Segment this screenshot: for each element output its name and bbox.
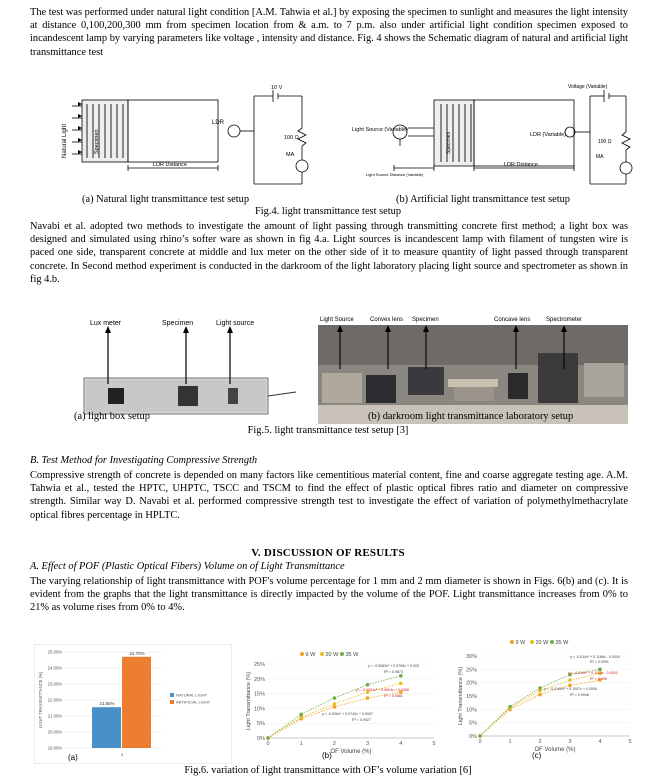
x-tick-label: 5 (432, 741, 436, 747)
section-heading-compressive: B. Test Method for Investigating Compressive Strength (30, 455, 258, 466)
data-point (538, 693, 542, 697)
fig5a-lux-meter-label: Lux meter (90, 320, 122, 327)
fig4a-natural-light-schematic (58, 84, 320, 192)
fig5a-caption: (a) light box setup (74, 411, 150, 422)
data-point (333, 702, 337, 706)
x-tick-label: 3 (366, 741, 370, 747)
x-tick-label: 1 (120, 752, 124, 757)
paragraph-compressive-strength: Compressive strength of concrete is depended on many factors like cementitious material content, fine and coarse aggregate testing age. A.M. Tahwia et al., tested the HPTC, UHPTC, TSCC and TSCM to find the effect of plastic optical fibres ratio and diameter on compressive strength. Similar way D. Navabi et al. performed compressive strength test to investigate the effect of variation of polymethylmethacrylate optical fibres percentage in HPLTC. (30, 470, 628, 521)
x-tick-label: 1 (508, 739, 512, 745)
fig4b-specimen-label: Specimen (446, 131, 452, 154)
legend-marker (300, 652, 304, 656)
data-point (568, 678, 572, 682)
x-axis-label: OF Volume (%) (534, 747, 576, 753)
fig4b-ldr-label: LDR (Variable) (530, 132, 566, 138)
legend-entry: 35 W (555, 640, 569, 646)
trendline-equation: R² = 0.9991 (590, 660, 609, 664)
fig4-caption: Fig.4. light transmittance test setup (254, 206, 402, 217)
fig5b-light-source-label: Light Source (320, 317, 354, 323)
fig5-caption: Fig.5. light transmittance test setup [3] (247, 425, 409, 436)
trendline-equation: y = -0.0145x² + 0.1087x + 0.0006 (544, 687, 598, 691)
y-axis-label: Light Transmittance (%) (246, 671, 252, 731)
bar-artificial-light (122, 657, 151, 748)
subsection-heading-pof-volume: A. Effect of POF (Plastic Optical Fibers) Volume on of Light Transmittance (30, 561, 345, 572)
x-tick-label: 5 (628, 739, 632, 745)
x-tick-label: 1 (299, 741, 303, 747)
y-tick-label: 20.00% (47, 729, 62, 735)
panel-label: (c) (532, 751, 542, 760)
fig5b-spectrometer-label: Spectrometer (546, 317, 583, 323)
x-tick-label: 0 (266, 741, 270, 747)
legend-swatch (170, 693, 174, 697)
legend-entry: 9 W (515, 640, 526, 646)
paragraph-pof-volume: The varying relationship of light transmittance with POF's volume percentage for 1 mm and 2 mm diameter is shown in Figs. 6(b) and (c). It is evident from the graphs that the light transmittance is directly impacted by the volume of the POF. Light transmittance increases from 0% to 21% as volume rises from 0% to 4%. (30, 576, 628, 614)
data-point (478, 734, 482, 738)
data-point (508, 705, 512, 709)
y-tick-label: 15% (465, 694, 477, 700)
legend-marker (550, 640, 554, 644)
y-tick-label: 5% (469, 720, 477, 727)
trendline-equation: R² = 0.9881 (384, 694, 403, 698)
fig4b-light-source-label: Light Source (Variable) (352, 127, 408, 133)
fig4a-voltage-label: 10 V (271, 85, 283, 91)
legend-swatch (170, 700, 174, 704)
fig5b-darkroom-photo (318, 313, 628, 424)
legend-entry: 20 W (325, 652, 339, 658)
paragraph-navabi-methods: Navabi et al. adopted two methods to investigate the amount of light passing through transmitting concrete first method; a light box was designed and simulated using rhino’s softer ware as shown in fig 4.a. Light sources is incandescent lamp with filament of tungsten wire is paced one side, transparent concrete at middle and lux meter on the other side of it to measure quantity of light passed through transparent concrete. In Second method experiment is conducted in the darkroom of the light laboratory placing light source and spectrometer as shown in fig 4.b. (30, 221, 628, 285)
legend-marker (320, 652, 324, 656)
trendline-equation: y = -0.014x² + 0.1115x - 0.0003 (568, 671, 618, 675)
fig5a-light-box-photo (78, 318, 300, 422)
panel-label: (b) (322, 751, 332, 760)
y-tick-label: 23.00% (47, 681, 62, 687)
fig6c-scatter-chart (452, 636, 642, 766)
fig5b-caption: (b) darkroom light transmittance laboratory setup (368, 411, 574, 422)
x-axis-label: OF Volume (%) (330, 749, 372, 755)
paragraph-natural-light-test: The test was performed under natural light condition [A.M. Tahwia et al.] by exposing the specimen to sunlight and measures the light intensity at distance 0,100,200,300 mm from specimen location from & a.m. to 7 p.m. also under artificial light condition specimen exposed to incandescent lamp by varying parameters like voltage , intensity and distance. Fig. 4 shows the Schematic diagram of natural and artificial light transmittance test (30, 7, 628, 58)
y-tick-label: 15% (253, 691, 265, 698)
fig4b-artificial-light-schematic (344, 80, 634, 192)
trendline-equation: y = -0.0063x² + 0.0708x + 0.005 (368, 664, 420, 668)
fig4a-specimen-label: Specimen (94, 129, 100, 154)
bar-data-label: 24.70% (129, 650, 145, 656)
y-tick-label: 21.00% (47, 713, 62, 719)
trendline-equation: y = -0.0051x² + 0.0604x + 0.0058 (356, 688, 410, 692)
data-point (399, 674, 403, 678)
x-tick-label: 0 (478, 739, 482, 745)
y-axis-label: LIGHT TRANSMITTANCE (%) (38, 671, 43, 729)
x-tick-label: 2 (538, 739, 542, 745)
legend-marker (530, 640, 534, 644)
y-tick-label: 10% (253, 706, 265, 713)
y-tick-label: 0% (469, 734, 477, 740)
y-tick-label: 24.00% (47, 665, 62, 671)
legend-entry: 9 W (305, 652, 316, 658)
x-tick-label: 3 (568, 739, 572, 745)
legend-marker (510, 640, 514, 644)
y-tick-label: 10% (465, 707, 477, 714)
legend-entry: NATURAL LIGHT (176, 692, 208, 698)
y-tick-label: 25% (253, 662, 265, 668)
data-point (266, 736, 270, 740)
y-tick-label: 20% (465, 680, 477, 687)
x-tick-label: 2 (332, 741, 336, 747)
y-tick-label: 25% (465, 667, 477, 674)
fig5b-convex-lens-label: Convex lens (370, 317, 404, 323)
y-tick-label: 30% (465, 654, 477, 660)
data-point (366, 683, 370, 687)
trendline-equation: y = -0.014x² + 0.1166x - 0.0019 (570, 655, 620, 659)
legend-entry: 20 W (535, 640, 549, 646)
bar-data-label: 21.55% (99, 701, 115, 707)
fig5a-specimen-label: Specimen (162, 320, 194, 327)
fig5b-specimen-label: Specimen (412, 317, 439, 323)
trendline-equation: R² = 0.9873 (384, 670, 403, 674)
fig4b-meter-label: MA (596, 154, 604, 160)
fig4a-natural-light-label: Natural Light (62, 123, 68, 158)
fig5a-light-source-label: Light source (216, 320, 255, 327)
data-point (399, 681, 403, 685)
y-axis-label: Light Transmittance (%) (458, 666, 464, 726)
trendline-equation: y = -0.006x² + 0.0743x + 0.0067 (322, 712, 374, 716)
fig4a-ldr-label: LDR (212, 120, 225, 126)
legend-marker (340, 652, 344, 656)
fig6a-bar-chart (34, 644, 232, 764)
fig4b-voltage-label: Voltage (Variable) (568, 84, 608, 90)
data-point (538, 686, 542, 690)
section-heading-discussion: V. DISCUSSION OF RESULTS (251, 547, 405, 559)
data-point (366, 696, 370, 700)
legend-entry: ARTIFICIAL LIGHT (176, 699, 211, 705)
y-tick-label: 19.00% (47, 745, 62, 751)
data-point (333, 696, 337, 700)
y-tick-label: 5% (257, 721, 265, 728)
trendline-equation: R² = 0.998 (590, 677, 607, 681)
trendline-equation: R² = 0.9927 (352, 718, 371, 722)
data-point (299, 713, 303, 717)
fig4b-caption: (b) Artificial light transmittance test setup (396, 194, 570, 205)
fig4b-ldr-distance-label: LDR Distance (504, 162, 538, 168)
legend-entry: 35 W (345, 652, 359, 658)
fig4b-resistor-label: 100 Ω (598, 139, 612, 145)
y-tick-label: 0% (257, 736, 265, 742)
trendline-equation: R² = 0.9946 (570, 693, 589, 697)
fig4a-resistor-label: 100 Ω (284, 135, 299, 141)
bar-natural-light (92, 707, 121, 748)
y-tick-label: 20% (253, 676, 265, 683)
trend-line-35w (480, 669, 600, 736)
fig5b-concave-lens-label: Concave lens (494, 317, 531, 323)
y-tick-label: 22.00% (47, 697, 62, 703)
x-tick-label: 4 (598, 739, 602, 745)
fig4a-caption: (a) Natural light transmittance test setup (82, 194, 250, 205)
fig4a-ldr-distance-label: LDR Distance (153, 162, 187, 168)
y-tick-label: 25.00% (47, 649, 62, 655)
fig6-caption: Fig.6. variation of light transmittance with OF’s volume variation [6] (184, 765, 472, 776)
panel-label: (a) (68, 753, 78, 762)
fig6b-scatter-chart (238, 646, 444, 766)
fig4b-ls-distance-label: Light Source Distance (Variable) (366, 172, 424, 177)
x-tick-label: 4 (399, 741, 403, 747)
fig4a-meter-label: MA (286, 152, 295, 158)
